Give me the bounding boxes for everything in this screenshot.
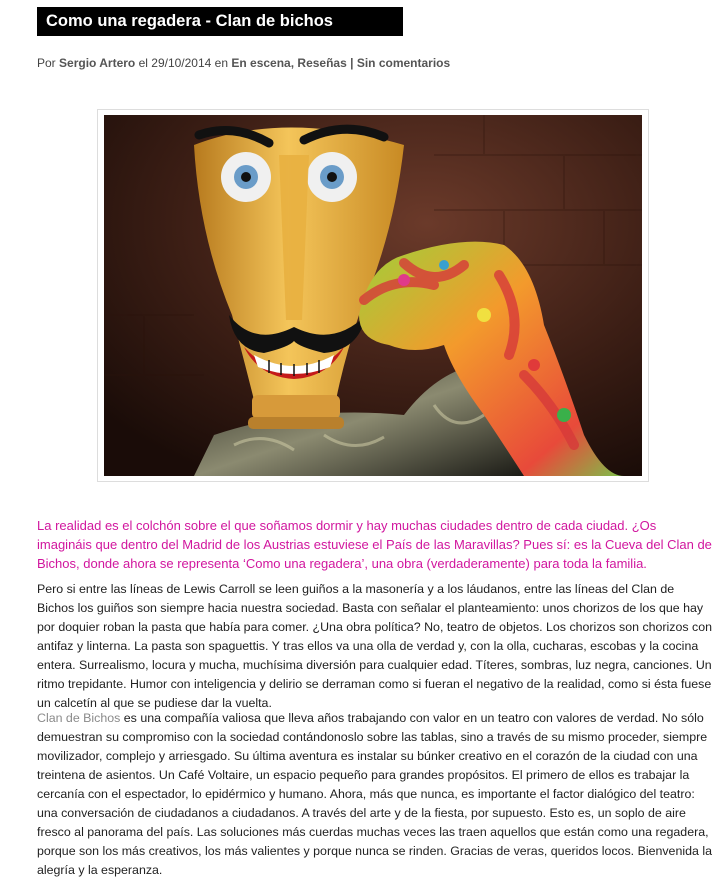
article-lead xyxy=(37,516,713,573)
puppet-illustration xyxy=(104,115,642,476)
post-title-bar xyxy=(37,7,403,36)
category-link-en-escena[interactable]: En escena xyxy=(231,56,291,70)
article-paragraph-2 xyxy=(37,709,713,880)
byline-comma: , xyxy=(290,56,298,70)
paragraph-2-text xyxy=(37,709,713,880)
post-byline xyxy=(37,56,450,70)
paragraph-2-rest: es una compañía valiosa que lleva años trabajando con valor en un teatro con valores de verdad. No sólo demuestran su compromiso con la sociedad contándonoslo sobre las tablas, sino a través de su mismo proceder, siempre movilizador, complejo y arriesgado. Su última aventura es instalar su búnker creativo en el corazón de la ciudad con una treintena de asientos. Un Café Voltaire, un espacio pequeño para grandes propósitos. El primero de ellos es trabajar la cercanía con el espectador, lo epidérmico y humano. Ahora, más que nunca, es importante el factor dialógico del teatro: una conversación de ciudadanos a ciudadanos. A través del arte y de la fiesta, por supuesto. Esto es, un soplo de aire fresco al panorama del país. Las soluciones más cuerdas muchas veces las traen aquellos que están como una regadera, porque son los más creativos, los más valientes y porque nunca se rinden. Gracias de veras, queridos locos. Bienvenida la alegría y la esperanza. xyxy=(37,711,712,877)
post-title[interactable]: Como una regadera - Clan de bichos xyxy=(46,12,333,30)
featured-image-frame xyxy=(97,109,649,482)
company-link-clan-de-bichos[interactable]: Clan de Bichos xyxy=(37,711,121,725)
byline-prefix: Por xyxy=(37,56,60,70)
lead-paragraph: La realidad es el colchón sobre el que soñamos dormir y hay muchas ciudades dentro de cada ciudad. ¿Os imagináis que dentro del Madrid de los Austrias estuviese el País de las Maravillas? Pues sí: es la Cueva del Clan de Bichos, donde ahora se representa ‘Como una regadera’, una obra (verdaderamente) para toda la familia. xyxy=(37,518,712,571)
article-paragraph-1 xyxy=(37,580,713,713)
paragraph-1-text: Pero si entre las líneas de Lewis Carroll se leen guiños a la masonería y a los láudanos, entre las líneas del Clan de Bichos los guiños son siempre hacia nuestra sociedad. Basta con señalar el planteamiento: unos chorizos de los que hay por doquier roban la pasta que había para comer. ¿Una obra política? No, teatro de objetos. Los chorizos son chorizos con antifaz y linterna. La pasta son spaguettis. Y tras ellos va una olla de verdad y, con la olla, cucharas, escobas y la cocina entera. Surrealismo, locura y mucha, muchísima diversión para cualquier edad. Títeres, sombras, luz negra, canciones. Un ritmo trepidante. Humor con inteligencia y delirio se derraman como si fueran el negativo de la realidad, como si ésta fuese un calcetín al que se pudiese dar la vuelta. xyxy=(37,582,713,710)
comments-link[interactable]: Sin comentarios xyxy=(356,56,451,70)
byline-separator: | xyxy=(346,56,357,70)
featured-image[interactable] xyxy=(104,115,642,476)
author-link[interactable]: Sergio Artero xyxy=(59,56,136,70)
category-link-resenas[interactable]: Reseñas xyxy=(297,56,347,70)
byline-date: el 29/10/2014 en xyxy=(135,56,232,70)
